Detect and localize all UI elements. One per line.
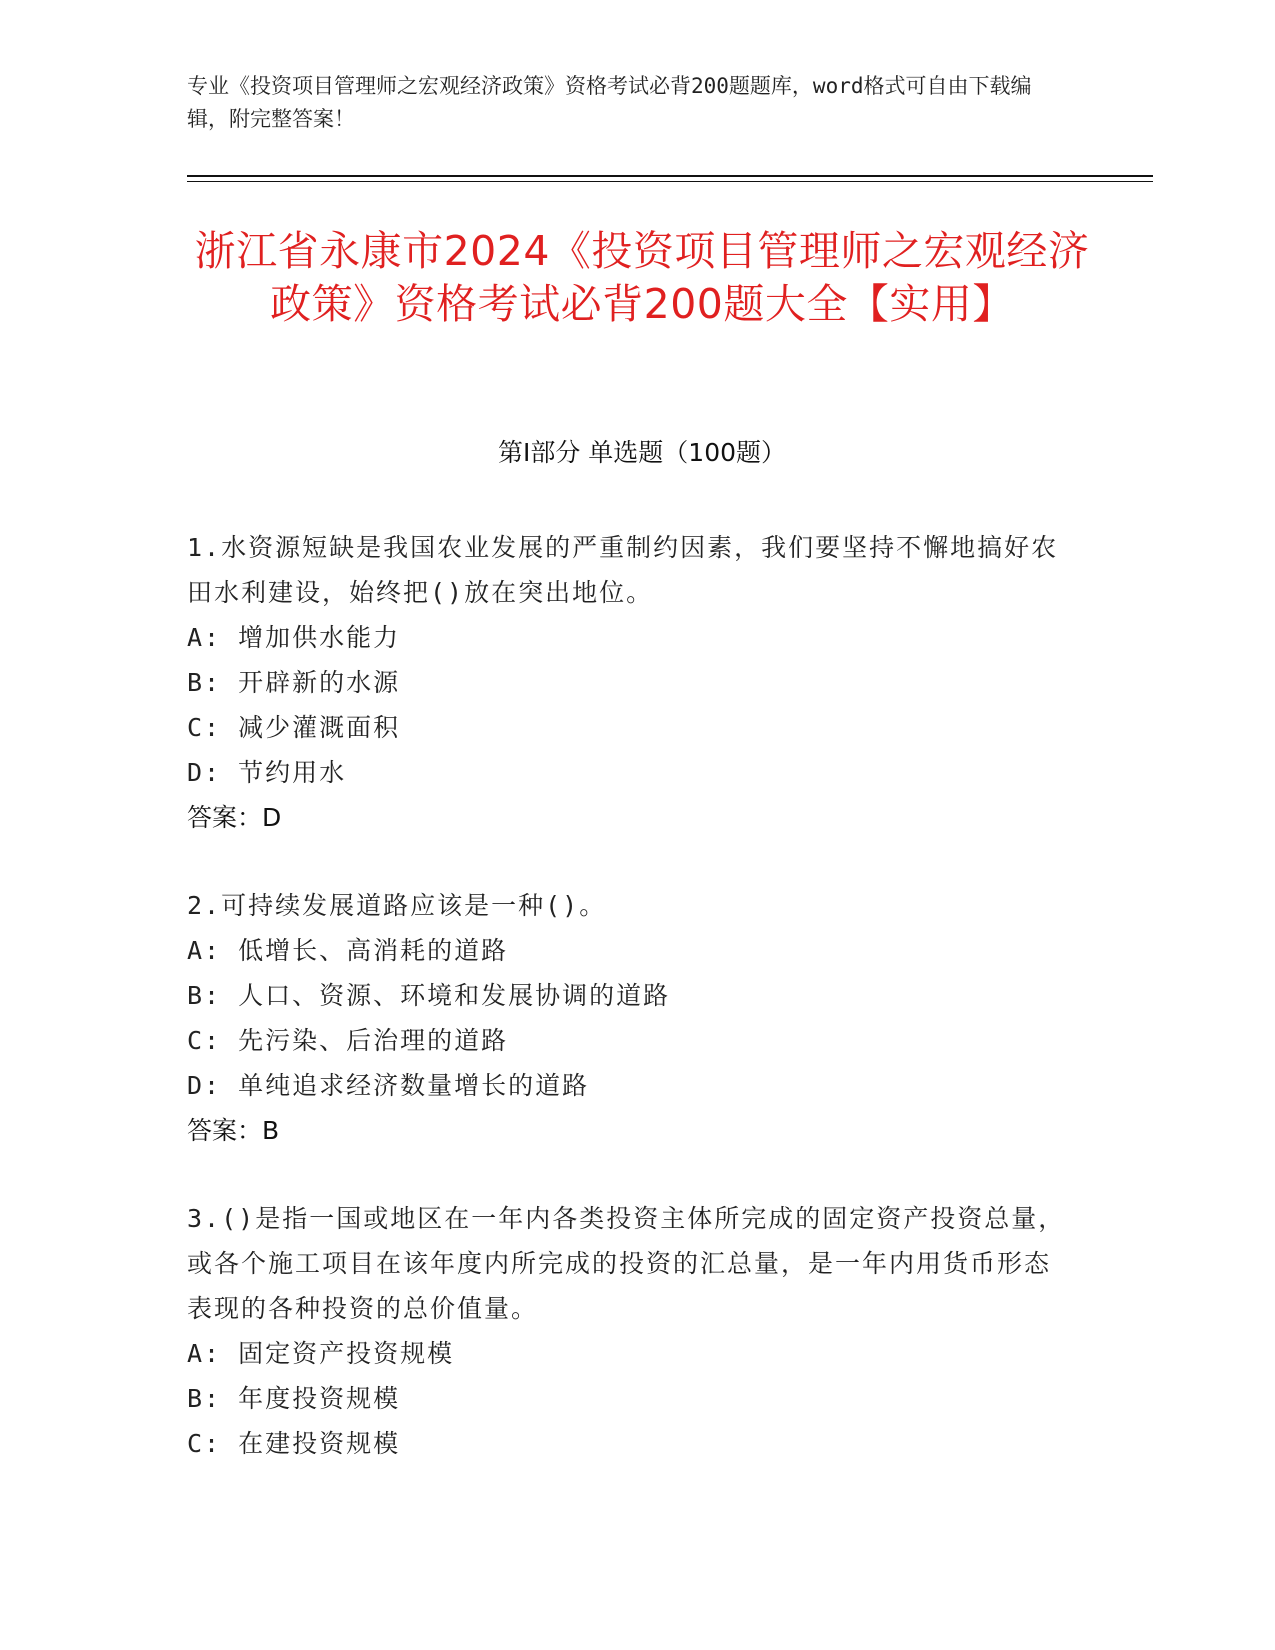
answer: 答案：D <box>187 803 282 832</box>
option-b: B: 开辟新的水源 <box>187 668 401 697</box>
option-c: C: 减少灌溉面积 <box>187 713 401 742</box>
option-d: D: 节约用水 <box>187 758 347 787</box>
option-c: C: 在建投资规模 <box>187 1429 401 1458</box>
header-note: 专业《投资项目管理师之宏观经济政策》资格考试必背200题题库，word格式可自由下载编辑，附完整答案！ <box>187 74 1032 131</box>
option-a: A: 增加供水能力 <box>187 623 401 652</box>
option-d: D: 单纯追求经济数量增长的道路 <box>187 1071 590 1100</box>
section-title: 第I部分 单选题（100题） <box>497 438 787 467</box>
question-1 <box>187 525 1067 840</box>
answer: 答案：B <box>187 1116 280 1145</box>
option-b: B: 年度投资规模 <box>187 1384 401 1413</box>
question-list <box>187 525 1067 1509</box>
question-2 <box>187 883 1067 1153</box>
option-a: A: 低增长、高消耗的道路 <box>187 936 509 965</box>
option-b: B: 人口、资源、环境和发展协调的道路 <box>187 981 671 1010</box>
question-stem: 3.()是指一国或地区在一年内各类投资主体所完成的固定资产投资总量，或各个施工项目在该年度内所完成的投资的汇总量，是一年内用货币形态表现的各种投资的总价值量。 <box>187 1204 1066 1323</box>
header-divider-thin <box>187 181 1153 182</box>
question-3 <box>187 1196 1067 1466</box>
header-divider-thick <box>187 175 1153 177</box>
option-c: C: 先污染、后治理的道路 <box>187 1026 509 1055</box>
question-stem: 1.水资源短缺是我国农业发展的严重制约因素，我们要坚持不懈地搞好农田水利建设，始终把()放在突出地位。 <box>187 533 1059 607</box>
document-title: 浙江省永康市2024《投资项目管理师之宏观经济政策》资格考试必背200题大全【实用】 <box>194 227 1090 328</box>
question-stem: 2.可持续发展道路应该是一种()。 <box>187 891 607 920</box>
option-a: A: 固定资产投资规模 <box>187 1339 455 1368</box>
